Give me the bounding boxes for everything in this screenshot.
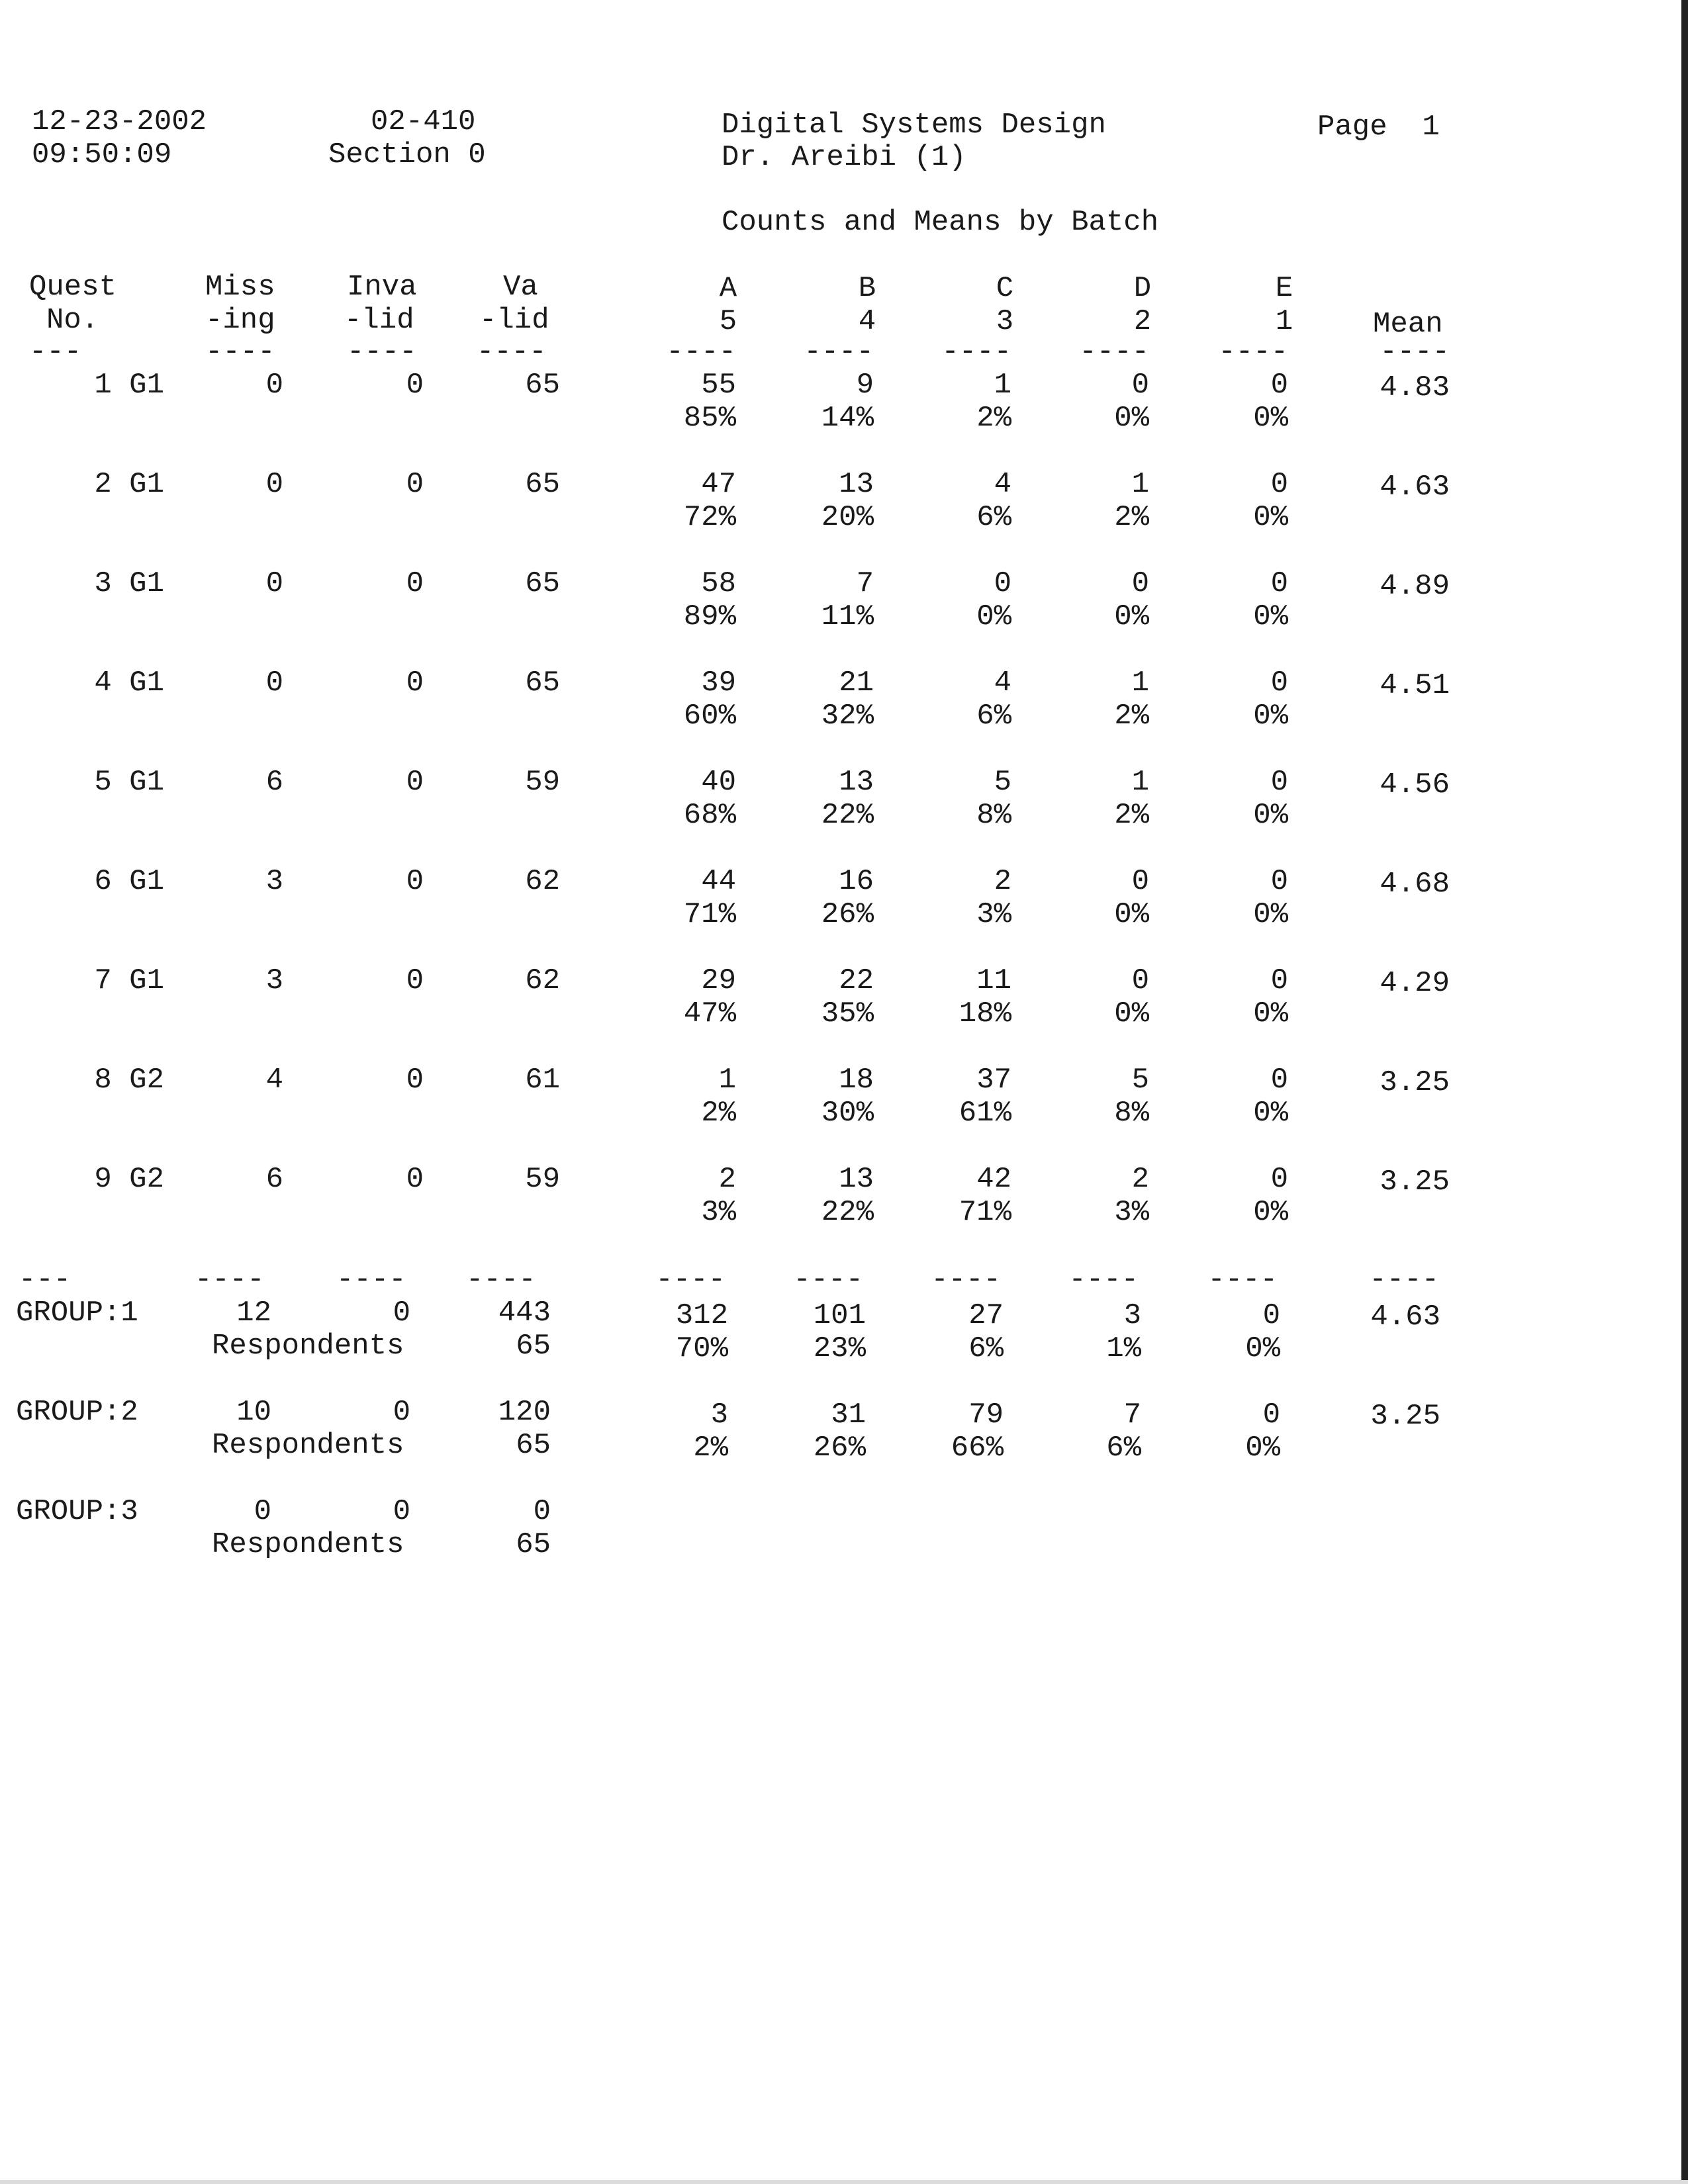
- header-dash-invalid: ----: [347, 336, 417, 369]
- response-count: 29: [701, 964, 736, 997]
- question-mean: 4.63: [1380, 471, 1450, 504]
- response-count: 16: [839, 865, 874, 898]
- invalid-count: 0: [406, 1163, 424, 1196]
- invalid-count: 0: [406, 567, 424, 600]
- group-dash-valid: ----: [466, 1263, 536, 1297]
- response-count: 4: [994, 666, 1011, 700]
- question-mean: 4.29: [1380, 967, 1450, 1000]
- instructor-name: Dr. Areibi (1): [722, 141, 966, 174]
- response-percent: 2%: [976, 402, 1011, 435]
- course-code: 02-410: [371, 105, 476, 138]
- missing-count: 0: [265, 666, 283, 700]
- response-percent: 22%: [821, 799, 874, 832]
- response-percent: 3%: [1114, 1196, 1149, 1229]
- group-dash-a: ----: [655, 1263, 726, 1297]
- response-percent: 2%: [1114, 799, 1149, 832]
- response-percent: 85%: [683, 402, 736, 435]
- header-dash-missing: ----: [205, 336, 275, 369]
- response-count: 0: [1270, 666, 1288, 700]
- response-percent: 60%: [683, 700, 736, 733]
- valid-count: 59: [525, 766, 560, 799]
- group-label: GROUP:2: [16, 1396, 138, 1429]
- response-percent: 2%: [1114, 501, 1149, 534]
- response-percent: 0%: [1253, 898, 1288, 931]
- question-mean: 4.56: [1380, 768, 1450, 801]
- response-count: 0: [1131, 964, 1149, 997]
- response-percent: 0%: [1253, 997, 1288, 1030]
- group-mean: 3.25: [1370, 1400, 1440, 1433]
- invalid-count: 0: [406, 369, 424, 402]
- group-label: GROUP:3: [16, 1495, 138, 1528]
- response-percent: 14%: [821, 402, 874, 435]
- valid-count: 65: [525, 468, 560, 501]
- response-percent: 0%: [1253, 501, 1288, 534]
- response-percent: 0%: [1253, 700, 1288, 733]
- response-percent: 0%: [1253, 1196, 1288, 1229]
- question-number: 5 G1: [94, 766, 164, 799]
- valid-count: 61: [525, 1064, 560, 1097]
- missing-count: 3: [265, 964, 283, 997]
- response-count: 1: [1131, 766, 1149, 799]
- response-percent: 30%: [821, 1097, 874, 1130]
- response-percent: 6%: [976, 700, 1011, 733]
- invalid-count: 0: [406, 865, 424, 898]
- response-count: 37: [976, 1064, 1011, 1097]
- response-count: 5: [1131, 1064, 1149, 1097]
- response-count: 44: [701, 865, 736, 898]
- missing-count: 3: [265, 865, 283, 898]
- question-mean: 4.89: [1380, 570, 1450, 603]
- response-count: 1: [994, 369, 1011, 402]
- column-header-invalid-2: -lid: [344, 304, 414, 337]
- group-response-count: 3: [710, 1398, 728, 1432]
- response-count: 5: [994, 766, 1011, 799]
- response-percent: 11%: [821, 600, 874, 633]
- response-count: 2: [994, 865, 1011, 898]
- column-header-missing: Miss: [205, 271, 275, 304]
- response-percent: 3%: [976, 898, 1011, 931]
- response-count: 58: [701, 567, 736, 600]
- question-number: 2 G1: [94, 468, 164, 501]
- response-count: 39: [701, 666, 736, 700]
- response-percent: 89%: [683, 600, 736, 633]
- response-count: 0: [1270, 468, 1288, 501]
- response-count: 0: [1270, 766, 1288, 799]
- group-missing: 12: [236, 1297, 271, 1330]
- group-response-count: 3: [1123, 1299, 1141, 1332]
- column-header-valid: Va: [503, 271, 538, 304]
- section-label: Section 0: [328, 138, 486, 171]
- response-percent: 71%: [959, 1196, 1011, 1229]
- question-mean: 4.83: [1380, 371, 1450, 404]
- group-dash-invalid: ----: [336, 1263, 406, 1297]
- group-dash-e: ----: [1207, 1263, 1278, 1297]
- column-header-e: E: [1275, 272, 1293, 305]
- response-percent: 0%: [976, 600, 1011, 633]
- group-dash-mean: ----: [1369, 1263, 1439, 1297]
- column-header-d: D: [1133, 272, 1152, 305]
- respondents-count: 65: [516, 1330, 551, 1363]
- valid-count: 59: [525, 1163, 560, 1196]
- group-response-percent: 66%: [951, 1432, 1004, 1465]
- report-title: Counts and Means by Batch: [722, 206, 1159, 239]
- group-dash-c: ----: [931, 1263, 1001, 1297]
- group-response-count: 27: [968, 1299, 1004, 1332]
- question-number: 6 G1: [94, 865, 164, 898]
- group-response-count: 101: [813, 1299, 866, 1332]
- response-count: 1: [1131, 468, 1149, 501]
- group-dash-d: ----: [1068, 1263, 1139, 1297]
- valid-count: 62: [525, 865, 560, 898]
- scan-page-edge: [1681, 0, 1688, 2184]
- group-response-percent: 6%: [968, 1332, 1004, 1365]
- question-mean: 4.68: [1380, 868, 1450, 901]
- response-percent: 8%: [1114, 1097, 1149, 1130]
- response-percent: 47%: [683, 997, 736, 1030]
- column-header-missing-2: -ing: [205, 304, 275, 337]
- response-count: 2: [1131, 1163, 1149, 1196]
- response-percent: 0%: [1253, 799, 1288, 832]
- missing-count: 6: [265, 766, 283, 799]
- response-count: 0: [1270, 567, 1288, 600]
- group-dash-quest: ---: [19, 1263, 71, 1297]
- header-dash-c: ----: [941, 336, 1011, 369]
- course-title: Digital Systems Design: [722, 109, 1106, 142]
- response-count: 0: [1270, 369, 1288, 402]
- response-percent: 8%: [976, 799, 1011, 832]
- column-header-e-score: 1: [1275, 305, 1293, 338]
- response-count: 0: [1131, 369, 1149, 402]
- response-count: 2: [718, 1163, 736, 1196]
- question-number: 7 G1: [94, 964, 164, 997]
- group-response-count: 31: [831, 1398, 866, 1432]
- report-date: 12-23-2002: [32, 105, 207, 138]
- group-response-count: 79: [968, 1398, 1004, 1432]
- column-header-invalid: Inva: [347, 271, 417, 304]
- group-valid: 120: [498, 1396, 551, 1429]
- missing-count: 4: [265, 1064, 283, 1097]
- response-percent: 0%: [1253, 402, 1288, 435]
- column-header-a: A: [719, 272, 737, 305]
- response-count: 22: [839, 964, 874, 997]
- header-dash-b: ----: [804, 336, 874, 369]
- response-percent: 0%: [1253, 1097, 1288, 1130]
- response-count: 9: [856, 369, 874, 402]
- group-response-count: 0: [1262, 1398, 1280, 1432]
- group-missing: 10: [236, 1396, 271, 1429]
- missing-count: 0: [265, 369, 283, 402]
- response-percent: 0%: [1114, 898, 1149, 931]
- report-time: 09:50:09: [32, 138, 172, 171]
- group-response-percent: 23%: [813, 1332, 866, 1365]
- group-response-percent: 70%: [675, 1332, 728, 1365]
- response-count: 13: [839, 1163, 874, 1196]
- response-count: 18: [839, 1064, 874, 1097]
- column-header-mean: Mean: [1373, 308, 1443, 341]
- invalid-count: 0: [406, 766, 424, 799]
- column-header-quest-no: No.: [46, 304, 99, 337]
- group-invalid: 0: [393, 1297, 410, 1330]
- response-percent: 0%: [1253, 600, 1288, 633]
- invalid-count: 0: [406, 468, 424, 501]
- response-count: 0: [1270, 964, 1288, 997]
- group-label: GROUP:1: [16, 1297, 138, 1330]
- response-percent: 72%: [683, 501, 736, 534]
- valid-count: 65: [525, 567, 560, 600]
- group-response-count: 7: [1123, 1398, 1141, 1432]
- group-response-percent: 0%: [1245, 1432, 1280, 1465]
- response-percent: 71%: [683, 898, 736, 931]
- response-percent: 35%: [821, 997, 874, 1030]
- group-response-percent: 0%: [1245, 1332, 1280, 1365]
- question-number: 3 G1: [94, 567, 164, 600]
- respondents-label: Respondents: [212, 1528, 404, 1561]
- group-invalid: 0: [393, 1396, 410, 1429]
- response-count: 0: [1131, 567, 1149, 600]
- page-number: Page 1: [1317, 111, 1440, 144]
- question-number: 1 G1: [94, 369, 164, 402]
- group-valid: 443: [498, 1297, 551, 1330]
- response-percent: 18%: [959, 997, 1011, 1030]
- valid-count: 65: [525, 666, 560, 700]
- response-count: 42: [976, 1163, 1011, 1196]
- group-dash-b: ----: [793, 1263, 863, 1297]
- response-percent: 32%: [821, 700, 874, 733]
- response-percent: 61%: [959, 1097, 1011, 1130]
- response-percent: 22%: [821, 1196, 874, 1229]
- group-response-percent: 6%: [1106, 1432, 1141, 1465]
- header-dash-valid: ----: [477, 336, 547, 369]
- header-dash-quest: ---: [29, 336, 82, 369]
- response-count: 11: [976, 964, 1011, 997]
- header-dash-a: ----: [666, 336, 736, 369]
- response-percent: 6%: [976, 501, 1011, 534]
- response-percent: 0%: [1114, 997, 1149, 1030]
- response-percent: 20%: [821, 501, 874, 534]
- response-count: 4: [994, 468, 1011, 501]
- valid-count: 62: [525, 964, 560, 997]
- group-response-percent: 26%: [813, 1432, 866, 1465]
- response-count: 7: [856, 567, 874, 600]
- question-mean: 4.51: [1380, 669, 1450, 702]
- group-mean: 4.63: [1370, 1300, 1440, 1334]
- response-percent: 2%: [1114, 700, 1149, 733]
- respondents-label: Respondents: [212, 1429, 404, 1462]
- response-count: 0: [994, 567, 1011, 600]
- response-count: 0: [1270, 865, 1288, 898]
- respondents-count: 65: [516, 1429, 551, 1462]
- group-valid: 0: [533, 1495, 551, 1528]
- response-percent: 0%: [1114, 600, 1149, 633]
- header-dash-d: ----: [1079, 336, 1149, 369]
- valid-count: 65: [525, 369, 560, 402]
- group-response-count: 0: [1262, 1299, 1280, 1332]
- group-missing: 0: [254, 1495, 271, 1528]
- respondents-label: Respondents: [212, 1330, 404, 1363]
- column-header-a-score: 5: [719, 305, 737, 338]
- response-count: 13: [839, 766, 874, 799]
- invalid-count: 0: [406, 1064, 424, 1097]
- invalid-count: 0: [406, 666, 424, 700]
- scan-page-edge-bottom: [0, 2180, 1688, 2184]
- column-header-valid-2: -lid: [479, 304, 549, 337]
- missing-count: 0: [265, 567, 283, 600]
- response-count: 47: [701, 468, 736, 501]
- group-response-percent: 1%: [1106, 1332, 1141, 1365]
- column-header-c: C: [996, 272, 1014, 305]
- column-header-d-score: 2: [1133, 305, 1152, 338]
- header-dash-mean: ----: [1380, 336, 1450, 369]
- group-response-percent: 2%: [693, 1432, 728, 1465]
- response-percent: 2%: [701, 1097, 736, 1130]
- missing-count: 0: [265, 468, 283, 501]
- column-header-b-score: 4: [858, 305, 876, 338]
- response-count: 0: [1131, 865, 1149, 898]
- response-count: 1: [1131, 666, 1149, 700]
- group-dash-missing: ----: [195, 1263, 265, 1297]
- respondents-count: 65: [516, 1528, 551, 1561]
- response-percent: 26%: [821, 898, 874, 931]
- response-count: 0: [1270, 1064, 1288, 1097]
- response-percent: 68%: [683, 799, 736, 832]
- column-header-c-score: 3: [996, 305, 1014, 338]
- question-number: 4 G1: [94, 666, 164, 700]
- invalid-count: 0: [406, 964, 424, 997]
- response-count: 13: [839, 468, 874, 501]
- response-count: 0: [1270, 1163, 1288, 1196]
- response-percent: 0%: [1114, 402, 1149, 435]
- column-header-quest: Quest: [29, 271, 117, 304]
- question-number: 8 G2: [94, 1064, 164, 1097]
- response-percent: 3%: [701, 1196, 736, 1229]
- question-mean: 3.25: [1380, 1066, 1450, 1099]
- question-number: 9 G2: [94, 1163, 164, 1196]
- response-count: 21: [839, 666, 874, 700]
- header-dash-e: ----: [1218, 336, 1288, 369]
- question-mean: 3.25: [1380, 1165, 1450, 1199]
- response-count: 40: [701, 766, 736, 799]
- missing-count: 6: [265, 1163, 283, 1196]
- response-count: 1: [718, 1064, 736, 1097]
- group-invalid: 0: [393, 1495, 410, 1528]
- group-response-count: 312: [675, 1299, 728, 1332]
- column-header-b: B: [858, 272, 876, 305]
- response-count: 55: [701, 369, 736, 402]
